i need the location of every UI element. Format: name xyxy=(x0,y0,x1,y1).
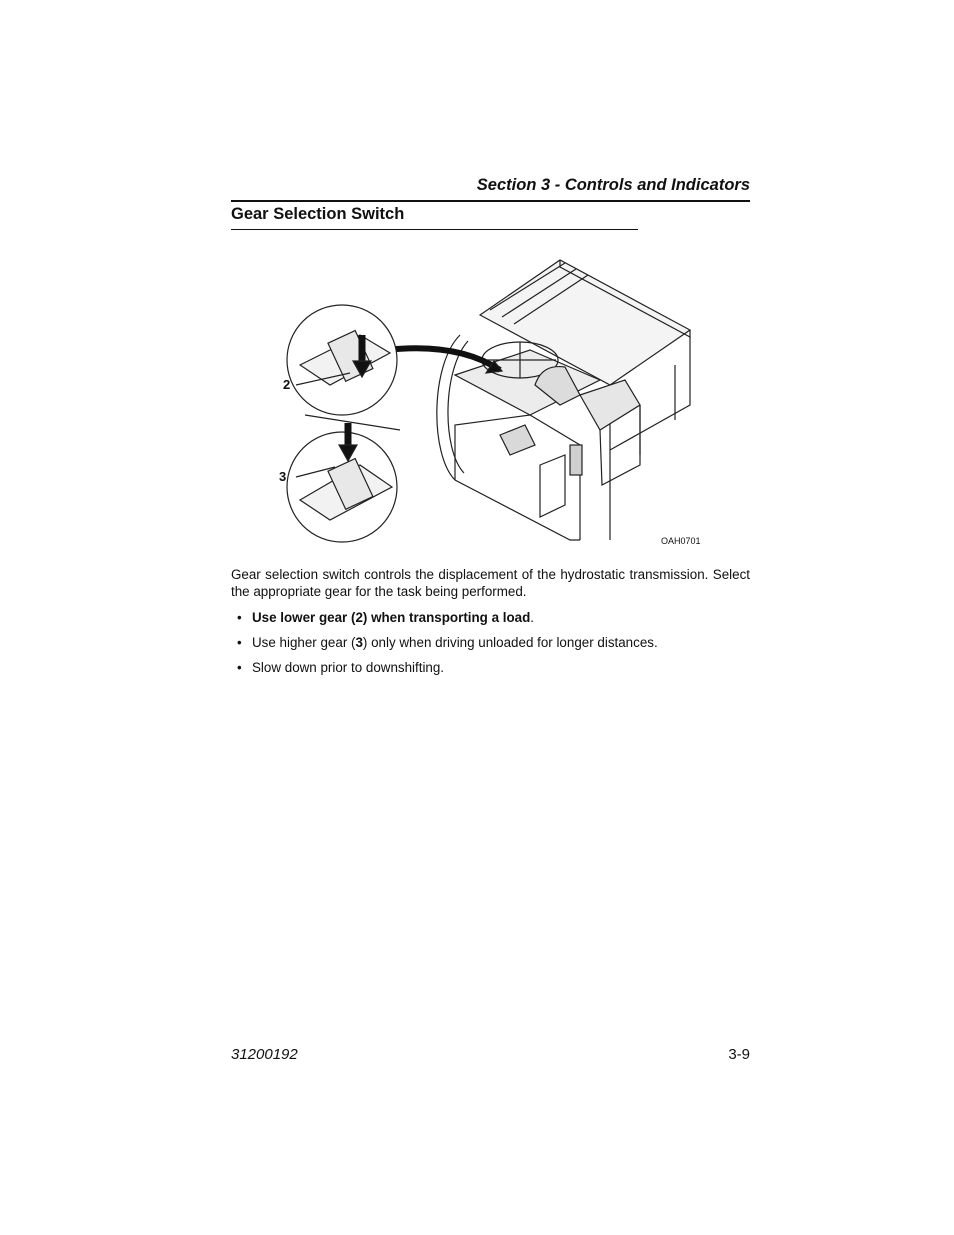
body-paragraph: Gear selection switch controls the displacement of the hydrostatic transmission. Select the appropriate gear for the task being performed. xyxy=(231,567,750,599)
bullet-dot: • xyxy=(237,635,242,650)
bullet-text: Slow down prior to downshifting. xyxy=(252,660,445,675)
bullet-list xyxy=(231,608,750,683)
bullet-text: Use higher gear ( xyxy=(252,635,356,650)
cab-drawing xyxy=(280,255,720,555)
list-item xyxy=(231,608,750,633)
cab-illustration xyxy=(280,255,720,555)
page-number: 3-9 xyxy=(728,1046,750,1063)
document-number: 31200192 xyxy=(231,1046,298,1063)
list-item xyxy=(231,658,750,683)
bullet-bold-text: Use lower gear (2) when transporting a load xyxy=(252,610,531,625)
figure-code: OAH0701 xyxy=(661,536,701,546)
bullet-bold-text: 3 xyxy=(355,635,363,650)
list-item xyxy=(231,633,750,658)
bullet-text: ) only when driving unloaded for longer distances. xyxy=(362,635,658,650)
title-rule xyxy=(231,229,638,230)
callout-label-2: 2 xyxy=(283,377,291,392)
section-rule xyxy=(231,200,750,202)
section-header: Section 3 - Controls and Indicators xyxy=(476,176,750,194)
operator-seat xyxy=(580,380,640,430)
bullet-text: . xyxy=(530,610,535,625)
bullet-dot: • xyxy=(237,660,242,675)
bullet-dot: • xyxy=(237,610,242,625)
page-title: Gear Selection Switch xyxy=(231,205,405,223)
callout-label-3: 3 xyxy=(279,469,287,484)
